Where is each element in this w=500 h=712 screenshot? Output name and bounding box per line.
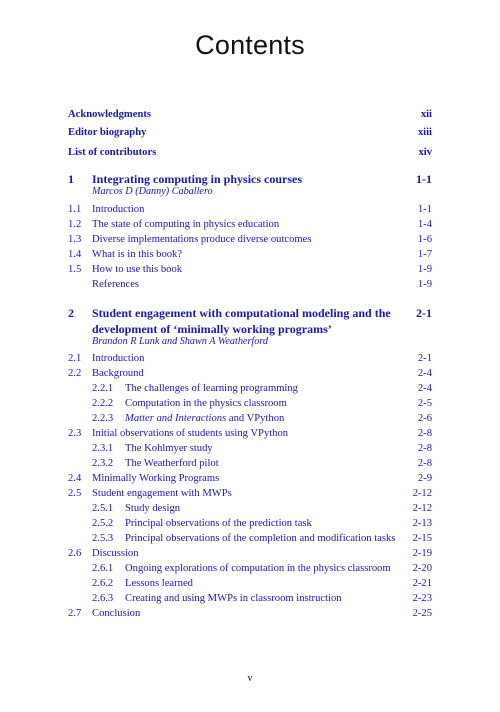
subsection-label: The Kohlmyer study	[125, 443, 213, 454]
section-page: 2-4	[417, 368, 432, 379]
subsection-number: 2.6.1	[92, 563, 114, 574]
section-page: 1-6	[417, 234, 432, 245]
section-page: 1-1	[417, 204, 432, 215]
subsection-label-rest: and VPython	[226, 413, 285, 424]
section-label: How to use this book	[92, 264, 183, 275]
section-label: References	[92, 279, 140, 290]
section-page: 1-9	[417, 264, 432, 275]
subsection-number: 2.5.2	[92, 518, 114, 529]
subsection-label: The challenges of learning programming	[125, 383, 298, 394]
subsection-label-italic: Matter and Interactions	[125, 413, 227, 424]
section-page: 2-9	[417, 473, 432, 484]
subsection-page: 2-5	[417, 398, 432, 409]
toc-entry-label: List of contributors	[68, 147, 157, 158]
section-label: The state of computing in physics education	[92, 219, 280, 230]
section-label: Introduction	[92, 204, 145, 215]
subsection-label: Computation in the physics classroom	[125, 398, 287, 409]
section-number: 1.2	[68, 219, 82, 230]
subsection-page: 2-4	[417, 383, 432, 394]
section-page: 2-19	[412, 548, 432, 559]
section-number: 2.3	[68, 428, 82, 439]
subsection-label: Creating and using MWPs in classroom instruction	[125, 593, 342, 604]
page-number: v	[247, 673, 253, 684]
chapter-authors: Marcos D (Danny) Caballero	[92, 186, 213, 197]
toc-entry-label: Editor biography	[68, 127, 147, 138]
section-number: 2.6	[68, 548, 82, 559]
toc-entry-page: xii	[420, 109, 432, 120]
section-number: 2.7	[68, 608, 82, 619]
section-label: Initial observations of students using VPython	[92, 428, 289, 439]
subsection-page: 2-20	[412, 563, 432, 574]
subsection-page: 2-6	[417, 413, 432, 424]
section-label: Minimally Working Programs	[92, 473, 220, 484]
section-label: What is in this book?	[92, 249, 183, 260]
subsection-number: 2.2.2	[92, 398, 114, 409]
subsection-page: 2-21	[412, 578, 432, 589]
chapter-authors: Brandon R Lunk and Shawn A Weatherford	[92, 336, 269, 347]
subsection-label: The Weatherford pilot	[125, 458, 219, 469]
chapter-title-line1: Student engagement with computational modeling and the	[92, 306, 391, 320]
section-page: 2-8	[417, 428, 432, 439]
subsection-number: 2.3.2	[92, 458, 114, 469]
subsection-number: 2.2.1	[92, 383, 114, 394]
section-number: 2.4	[68, 473, 82, 484]
section-number: 1.3	[68, 234, 82, 245]
chapter-number: 1	[68, 172, 74, 186]
subsection-label	[125, 412, 284, 425]
subsection-page: 2-12	[412, 503, 432, 514]
section-number: 1.1	[68, 204, 82, 215]
section-label: Background	[92, 368, 144, 379]
subsection-label: Principal observations of the completion and modification tasks	[125, 533, 396, 544]
section-page: 1-4	[417, 219, 432, 230]
section-page: 2-25	[412, 608, 432, 619]
subsection-label: Ongoing explorations of computation in the physics classroom	[125, 563, 391, 574]
toc-entry-label: Acknowledgments	[68, 109, 151, 120]
toc-entry-page: xiv	[418, 147, 432, 158]
section-page: 1-9	[417, 279, 432, 290]
section-number: 1.5	[68, 264, 82, 275]
subsection-page: 2-23	[412, 593, 432, 604]
subsection-page: 2-15	[412, 533, 432, 544]
subsection-page: 2-8	[417, 443, 432, 454]
subsection-number: 2.3.1	[92, 443, 114, 454]
section-label: Diverse implementations produce diverse outcomes	[92, 234, 312, 245]
section-label: Introduction	[92, 353, 145, 364]
chapter-number: 2	[68, 306, 74, 320]
subsection-number: 2.6.3	[92, 593, 114, 604]
chapter-page: 1-1	[416, 172, 432, 186]
section-page: 1-7	[417, 249, 432, 260]
section-label: Student engagement with MWPs	[92, 488, 232, 499]
section-number: 2.1	[68, 353, 82, 364]
subsection-label: Lessons learned	[125, 578, 193, 589]
section-label: Conclusion	[92, 608, 141, 619]
subsection-label: Principal observations of the prediction task	[125, 518, 312, 529]
subsection-page: 2-13	[412, 518, 432, 529]
subsection-number: 2.6.2	[92, 578, 114, 589]
chapter-title: Integrating computing in physics courses	[92, 172, 303, 186]
chapter-title-line2: development of ‘minimally working programs’	[92, 322, 332, 336]
section-label: Discussion	[92, 548, 139, 559]
section-number: 1.4	[68, 249, 82, 260]
subsection-label: Study design	[125, 503, 181, 514]
page-title: Contents	[195, 30, 305, 60]
section-number: 2.2	[68, 368, 82, 379]
subsection-page: 2-8	[417, 458, 432, 469]
section-page: 2-1	[417, 353, 432, 364]
chapter-page: 2-1	[416, 306, 432, 320]
section-page: 2-12	[412, 488, 432, 499]
section-number: 2.5	[68, 488, 82, 499]
subsection-number: 2.2.3	[92, 413, 114, 424]
subsection-number: 2.5.3	[92, 533, 114, 544]
toc-entry-page: xiii	[417, 127, 432, 138]
subsection-number: 2.5.1	[92, 503, 114, 514]
